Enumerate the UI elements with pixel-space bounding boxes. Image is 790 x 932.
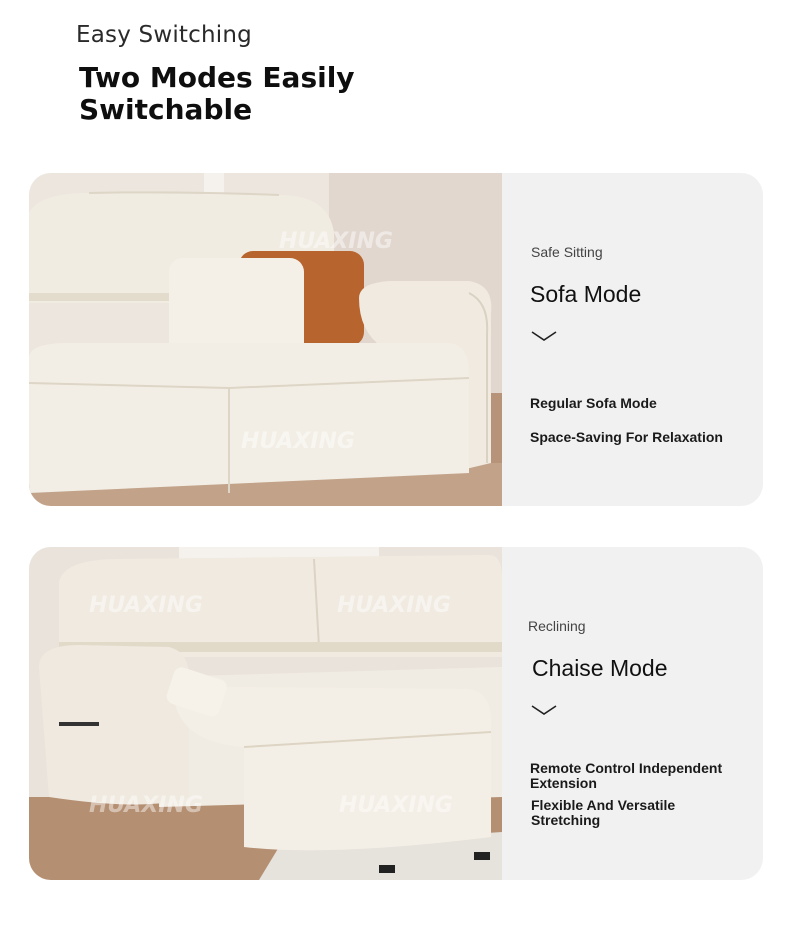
chevron-down-icon	[531, 330, 557, 342]
mode-title: Sofa Mode	[530, 281, 642, 307]
mode-title: Chaise Mode	[532, 655, 668, 681]
watermark-text: HUAXING	[89, 793, 203, 818]
watermark-text: HUAXING	[89, 593, 203, 618]
watermark-text: HUAXING	[337, 593, 451, 618]
sofa-mode-info	[502, 173, 763, 506]
chaise-mode-card	[29, 547, 763, 880]
feature-item: Regular Sofa Mode	[530, 395, 657, 411]
watermark-text: HUAXING	[279, 229, 393, 254]
mode-label: Reclining	[528, 618, 586, 634]
feature-item: Flexible And Versatile Stretching	[531, 797, 676, 828]
sofa-mode-photo	[29, 173, 502, 506]
watermark-text: HUAXING	[241, 429, 355, 454]
feature-item: Remote Control Independent Extension	[530, 760, 723, 791]
watermark-text: HUAXING	[339, 793, 453, 818]
sofa-mode-card	[29, 173, 763, 506]
chaise-mode-photo	[29, 547, 502, 880]
eyebrow-text: Easy Switching	[76, 22, 252, 48]
chaise-mode-info	[502, 547, 763, 880]
feature-item: Space-Saving For Relaxation	[530, 429, 723, 445]
headline: Two Modes Easily Switchable	[79, 61, 355, 126]
mode-label: Safe Sitting	[531, 244, 603, 260]
chevron-down-icon	[531, 704, 557, 716]
